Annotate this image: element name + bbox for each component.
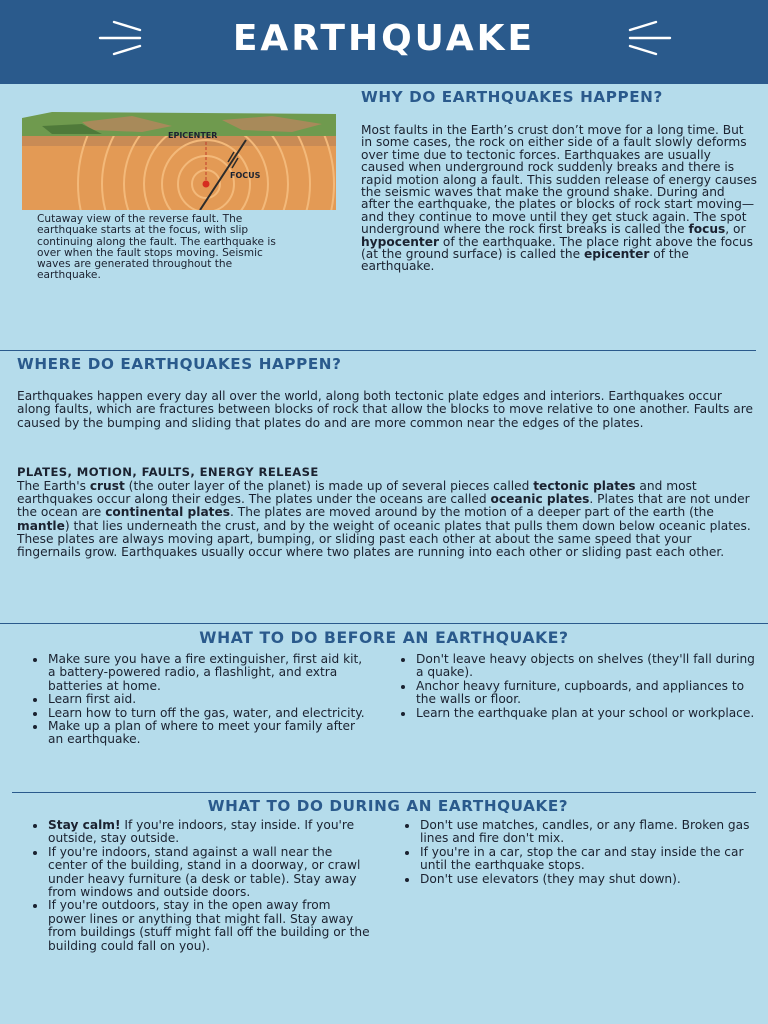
plates-mantle: mantle — [17, 518, 65, 533]
list-item — [28, 819, 372, 846]
before-list-left — [28, 653, 368, 747]
why-focus: focus — [688, 222, 726, 237]
list-item-text: Learn how to turn off the gas, water, and electricity. — [48, 705, 365, 720]
list-item — [396, 680, 760, 707]
plates-crust: crust — [89, 479, 125, 493]
list-item-text: Make sure you have a fire extinguisher, first aid kit, a battery-powered radio, a flashlight, and extra batteries at home. — [48, 652, 363, 693]
list-item — [28, 693, 368, 706]
plates-subheading: PLATES, MOTION, FAULTS, ENERGY RELEASE — [17, 465, 319, 479]
plates-oceanic: oceanic plates — [490, 492, 590, 507]
list-item — [28, 707, 368, 720]
focus-marker — [203, 181, 210, 188]
epicenter-label: EPICENTER — [168, 131, 218, 140]
title-banner — [0, 0, 768, 84]
list-item — [400, 819, 760, 846]
bullet — [33, 904, 37, 908]
list-item-text: If you're indoors, stay inside. If you're outside, stay outside. — [48, 818, 355, 846]
list-item — [28, 846, 372, 900]
bullet — [33, 851, 37, 855]
bullet — [33, 712, 37, 716]
fault-cutaway-diagram — [22, 112, 336, 210]
list-item — [400, 846, 760, 873]
why-text: of the earthquake. The place right above the focus (at the ground surface) is called the — [361, 234, 754, 262]
plates-text: ) that lies underneath the crust, and by the weight of oceanic plates that pulls them down below oceanic plates. These plates are always moving apart, bumping, or sliding past each other at about the same speed that your fingernails grow. Earthquakes usually occur where two plates are running into each other or sliding past each other. — [17, 518, 751, 560]
bullet — [33, 725, 37, 729]
plates-text: . The plates are moved around by the motion of a deeper part of the earth (the — [230, 505, 714, 520]
list-item — [28, 720, 368, 747]
why-text: Most faults in the Earth’s crust don’t move for a long time. But in some cases, the rock on either side of a fault slowly deforms over time due to tectonic forces. Earthquakes are usually caused when underground rock suddenly breaks and there is rapid motion along a fault. This sudden release of energy causes the seismic waves that make the ground shake. During and after the earthquake, the plates or blocks of rock start moving—and they continue to move until they get stuck again. The spot underground where the rock first breaks is called the — [361, 123, 757, 237]
bullet — [405, 851, 409, 855]
before-heading: WHAT TO DO BEFORE AN EARTHQUAKE? — [199, 629, 569, 647]
bullet — [405, 824, 409, 828]
why-epicenter: epicenter — [583, 247, 650, 262]
list-item — [28, 653, 368, 693]
divider — [0, 623, 768, 624]
plates-text: (the outer layer of the planet) is made up of several pieces called — [124, 479, 534, 493]
bullet — [33, 658, 37, 662]
during-heading: WHAT TO DO DURING AN EARTHQUAKE? — [207, 797, 569, 815]
during-list-right — [400, 819, 760, 886]
bullet — [33, 698, 37, 702]
list-item-text: Don't use elevators (they may shut down). — [420, 871, 681, 886]
list-item-text: Anchor heavy furniture, cupboards, and appliances to the walls or floor. — [416, 678, 745, 707]
list-item-text: Learn the earthquake plan at your school or workplace. — [416, 705, 755, 720]
stay-calm-text: Stay calm! — [48, 818, 121, 832]
list-item-text: Make up a plan of where to meet your family after an earthquake. — [48, 719, 356, 747]
bullet — [401, 658, 405, 662]
list-item — [400, 873, 760, 886]
why-paragraph — [361, 124, 757, 273]
bullet — [401, 712, 405, 716]
bullet — [33, 824, 37, 828]
plates-tectonic: tectonic plates — [533, 479, 636, 493]
plates-text: and most earthquakes occur along their edges. The plates under the oceans are called — [17, 479, 697, 507]
plates-continental: continental plates — [105, 505, 231, 520]
plates-paragraph — [17, 480, 759, 559]
why-hypocenter: hypocenter — [361, 234, 439, 249]
list-item — [396, 653, 760, 680]
crust-block — [22, 136, 336, 210]
list-item-text: Don't use matches, candles, or any flame. Broken gas lines and fire don't mix. — [420, 818, 750, 846]
before-list-right — [396, 653, 760, 720]
list-item-text: If you're in a car, stop the car and stay inside the car until the earthquake stops. — [420, 844, 744, 873]
list-item-text: If you're indoors, stand against a wall near the center of the building, stand in a doorway, or crawl under heavy furniture (a desk or table). Stay away from windows and outside doors. — [48, 844, 361, 900]
where-heading: WHERE DO EARTHQUAKES HAPPEN? — [17, 355, 342, 373]
list-item — [396, 707, 760, 720]
divider — [0, 350, 756, 351]
why-text: , or — [725, 222, 746, 237]
figure-caption: Cutaway view of the reverse fault. The earthquake starts at the focus, with slip continuing along the fault. The earthquake is over when the fault stops moving. Seismic waves are generated throughout the earthquake. — [37, 213, 276, 282]
during-list-left — [28, 819, 372, 953]
list-item-text: Learn first aid. — [48, 692, 137, 707]
list-item-text: Don't leave heavy objects on shelves (they'll fall during a quake). — [416, 652, 755, 680]
plates-text: The Earth's — [17, 479, 90, 493]
sparkle-right-icon — [618, 16, 674, 60]
where-paragraph: Earthquakes happen every day all over the world, along both tectonic plate edges and interiors. Earthquakes occur along faults, which are fractures between blocks of rock that allow the blocks to move relative to one another. Faults are caused by the bumping and sliding that plates do and are more common near the edges of the plates. — [17, 389, 753, 430]
list-item — [28, 899, 372, 953]
plates-text: . Plates that are not under the ocean are — [17, 492, 750, 520]
why-text: of the earthquake. — [361, 247, 689, 274]
bullet — [405, 878, 409, 882]
focus-label: FOCUS — [230, 171, 261, 180]
why-heading: WHY DO EARTHQUAKES HAPPEN? — [361, 88, 663, 106]
bullet — [401, 685, 405, 689]
page-title: EARTHQUAKE — [232, 18, 536, 59]
divider — [12, 792, 756, 793]
list-item-text: If you're outdoors, stay in the open away from power lines or anything that might fall. Stay away from buildings (stuff might fall off the building or the building could fall on you). — [48, 898, 370, 953]
